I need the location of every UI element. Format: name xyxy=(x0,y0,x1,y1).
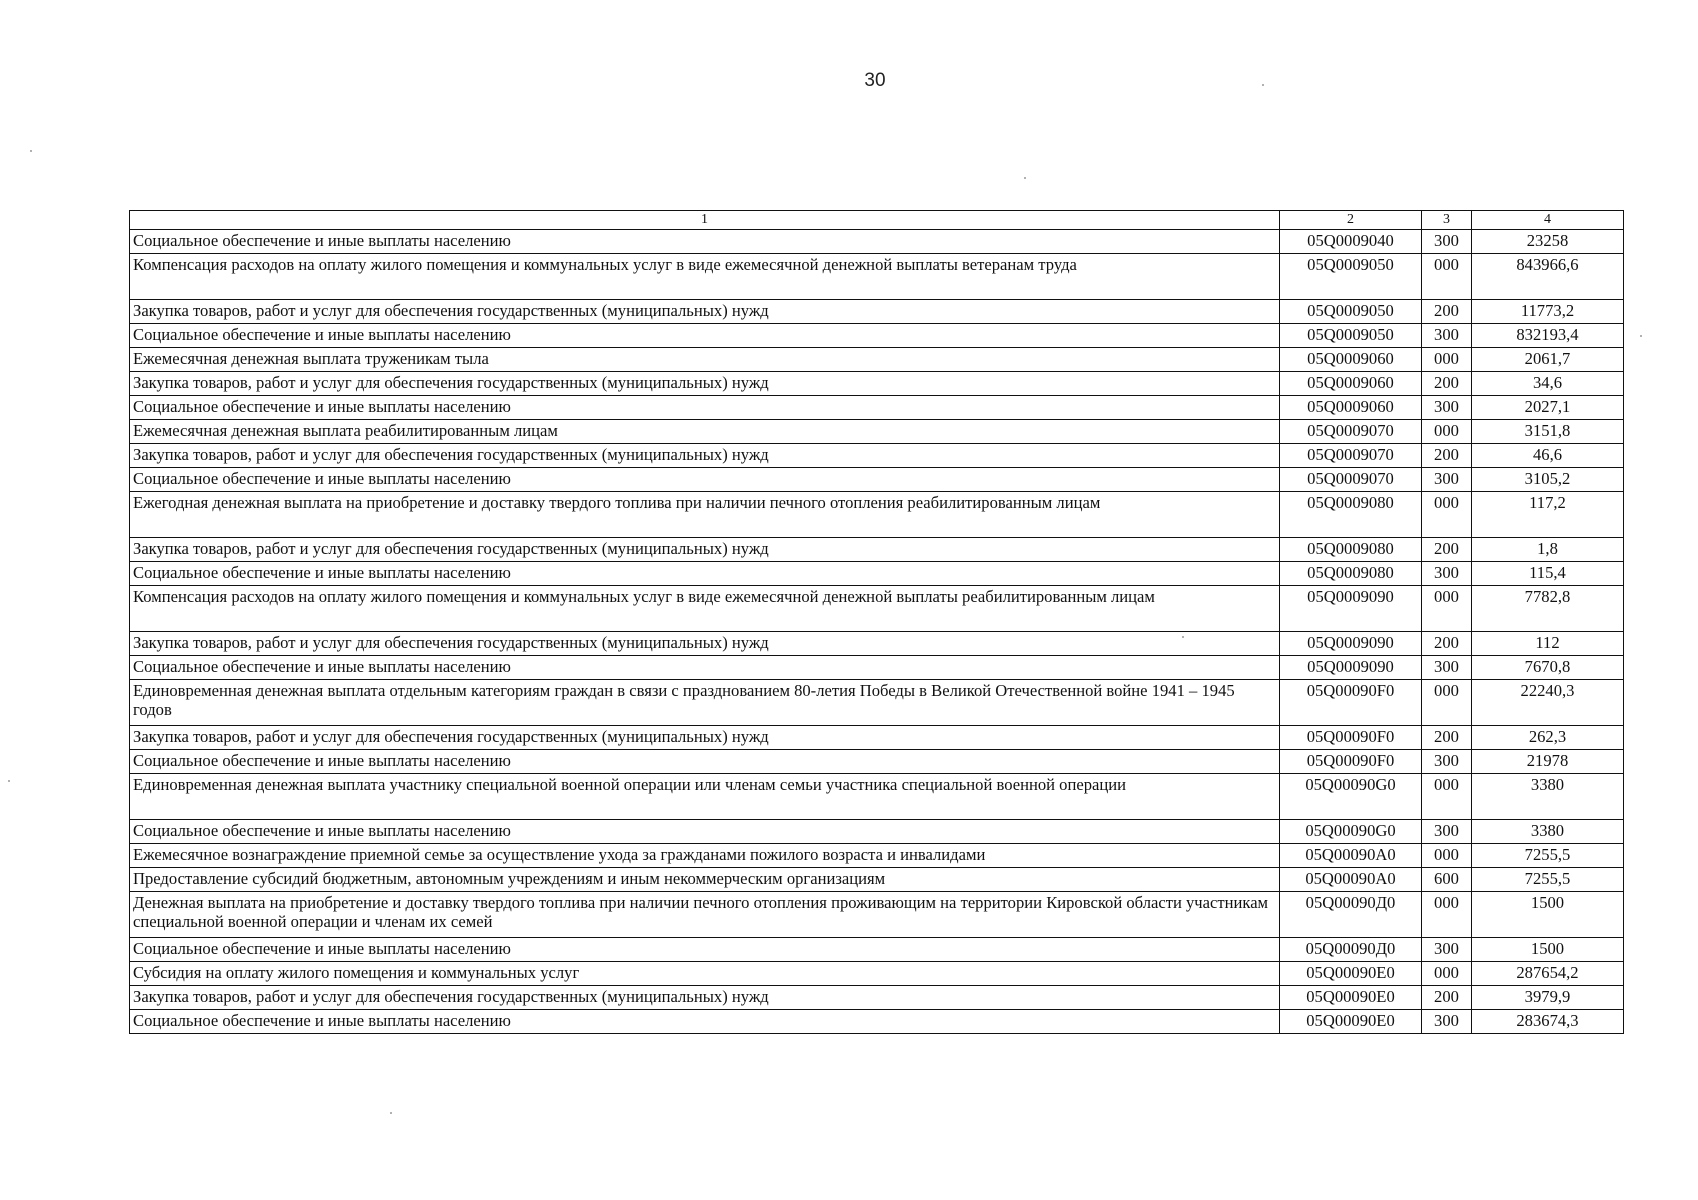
row-code-cell: 05Q00090F0 xyxy=(1280,726,1422,750)
row-code-cell: 05Q0009080 xyxy=(1280,538,1422,562)
header-col-3: 3 xyxy=(1422,211,1472,230)
row-code-cell: 05Q00090F0 xyxy=(1280,680,1422,726)
row-code-cell: 05Q00090A0 xyxy=(1280,844,1422,868)
table-row xyxy=(130,868,1624,892)
row-type-cell: 300 xyxy=(1422,468,1472,492)
row-sum-cell: 3380 xyxy=(1472,774,1624,820)
row-name-cell: Закупка товаров, работ и услуг для обеспечения государственных (муниципальных) нужд xyxy=(130,300,1280,324)
scan-speck xyxy=(1262,84,1264,86)
row-code-cell: 05Q00090A0 xyxy=(1280,868,1422,892)
row-sum-cell: 283674,3 xyxy=(1472,1010,1624,1034)
row-name-cell: Предоставление субсидий бюджетным, автономным учреждениям и иным некоммерческим организациям xyxy=(130,868,1280,892)
row-sum-cell: 3380 xyxy=(1472,820,1624,844)
table-row xyxy=(130,254,1624,300)
row-type-cell: 000 xyxy=(1422,586,1472,632)
row-code-cell: 05Q0009060 xyxy=(1280,372,1422,396)
row-type-cell: 000 xyxy=(1422,680,1472,726)
row-name-cell: Компенсация расходов на оплату жилого помещения и коммунальных услуг в виде ежемесячной денежной выплаты реабилитированным лицам xyxy=(130,586,1280,632)
row-sum-cell: 7255,5 xyxy=(1472,868,1624,892)
table-row xyxy=(130,986,1624,1010)
table-row xyxy=(130,844,1624,868)
row-sum-cell: 46,6 xyxy=(1472,444,1624,468)
row-name-cell: Социальное обеспечение и иные выплаты населению xyxy=(130,468,1280,492)
row-code-cell: 05Q0009040 xyxy=(1280,230,1422,254)
row-type-cell: 300 xyxy=(1422,938,1472,962)
row-code-cell: 05Q0009090 xyxy=(1280,632,1422,656)
table-header-row xyxy=(130,211,1624,230)
row-sum-cell: 843966,6 xyxy=(1472,254,1624,300)
row-code-cell: 05Q00090E0 xyxy=(1280,986,1422,1010)
row-code-cell: 05Q0009090 xyxy=(1280,586,1422,632)
row-name-cell: Закупка товаров, работ и услуг для обеспечения государственных (муниципальных) нужд xyxy=(130,372,1280,396)
row-sum-cell: 1500 xyxy=(1472,938,1624,962)
row-sum-cell: 21978 xyxy=(1472,750,1624,774)
budget-table xyxy=(129,210,1624,1034)
table-row xyxy=(130,300,1624,324)
row-sum-cell: 22240,3 xyxy=(1472,680,1624,726)
row-name-cell: Закупка товаров, работ и услуг для обеспечения государственных (муниципальных) нужд xyxy=(130,726,1280,750)
row-name-cell: Закупка товаров, работ и услуг для обеспечения государственных (муниципальных) нужд xyxy=(130,986,1280,1010)
row-sum-cell: 832193,4 xyxy=(1472,324,1624,348)
row-name-cell: Социальное обеспечение и иные выплаты населению xyxy=(130,938,1280,962)
row-type-cell: 300 xyxy=(1422,396,1472,420)
row-type-cell: 000 xyxy=(1422,492,1472,538)
row-type-cell: 000 xyxy=(1422,254,1472,300)
row-sum-cell: 3105,2 xyxy=(1472,468,1624,492)
row-name-cell: Социальное обеспечение и иные выплаты населению xyxy=(130,1010,1280,1034)
row-type-cell: 200 xyxy=(1422,986,1472,1010)
row-type-cell: 300 xyxy=(1422,750,1472,774)
row-type-cell: 200 xyxy=(1422,372,1472,396)
row-code-cell: 05Q00090G0 xyxy=(1280,774,1422,820)
table-body xyxy=(130,211,1624,1034)
header-col-4: 4 xyxy=(1472,211,1624,230)
table-row xyxy=(130,938,1624,962)
row-name-cell: Закупка товаров, работ и услуг для обеспечения государственных (муниципальных) нужд xyxy=(130,444,1280,468)
row-code-cell: 05Q00090Д0 xyxy=(1280,938,1422,962)
row-type-cell: 000 xyxy=(1422,962,1472,986)
row-sum-cell: 3151,8 xyxy=(1472,420,1624,444)
table-row xyxy=(130,586,1624,632)
row-type-cell: 600 xyxy=(1422,868,1472,892)
row-type-cell: 300 xyxy=(1422,820,1472,844)
table-row xyxy=(130,348,1624,372)
scan-speck xyxy=(1024,177,1026,179)
table-row xyxy=(130,892,1624,938)
row-type-cell: 200 xyxy=(1422,632,1472,656)
row-code-cell: 05Q0009070 xyxy=(1280,468,1422,492)
row-name-cell: Социальное обеспечение и иные выплаты населению xyxy=(130,750,1280,774)
row-type-cell: 000 xyxy=(1422,892,1472,938)
row-sum-cell: 7255,5 xyxy=(1472,844,1624,868)
table-row xyxy=(130,656,1624,680)
table-row xyxy=(130,396,1624,420)
row-code-cell: 05Q0009080 xyxy=(1280,562,1422,586)
table-row xyxy=(130,632,1624,656)
table-row xyxy=(130,726,1624,750)
row-name-cell: Компенсация расходов на оплату жилого помещения и коммунальных услуг в виде ежемесячной денежной выплаты ветеранам труда xyxy=(130,254,1280,300)
row-sum-cell: 112 xyxy=(1472,632,1624,656)
row-name-cell: Единовременная денежная выплата отдельным категориям граждан в связи с празднованием 80-летия Победы в Великой Отечественной войне 1941 – 1945 годов xyxy=(130,680,1280,726)
row-type-cell: 000 xyxy=(1422,420,1472,444)
row-sum-cell: 117,2 xyxy=(1472,492,1624,538)
table-row xyxy=(130,680,1624,726)
row-code-cell: 05Q00090E0 xyxy=(1280,1010,1422,1034)
row-code-cell: 05Q0009070 xyxy=(1280,444,1422,468)
row-sum-cell: 1500 xyxy=(1472,892,1624,938)
row-sum-cell: 7670,8 xyxy=(1472,656,1624,680)
row-type-cell: 300 xyxy=(1422,1010,1472,1034)
row-sum-cell: 2027,1 xyxy=(1472,396,1624,420)
row-code-cell: 05Q0009070 xyxy=(1280,420,1422,444)
row-sum-cell: 11773,2 xyxy=(1472,300,1624,324)
row-code-cell: 05Q00090G0 xyxy=(1280,820,1422,844)
scan-speck xyxy=(1182,636,1184,638)
row-sum-cell: 115,4 xyxy=(1472,562,1624,586)
row-sum-cell: 7782,8 xyxy=(1472,586,1624,632)
row-sum-cell: 1,8 xyxy=(1472,538,1624,562)
row-code-cell: 05Q00090F0 xyxy=(1280,750,1422,774)
row-name-cell: Социальное обеспечение и иные выплаты населению xyxy=(130,324,1280,348)
row-name-cell: Субсидия на оплату жилого помещения и коммунальных услуг xyxy=(130,962,1280,986)
row-type-cell: 200 xyxy=(1422,538,1472,562)
table-row xyxy=(130,444,1624,468)
row-type-cell: 000 xyxy=(1422,774,1472,820)
row-type-cell: 300 xyxy=(1422,324,1472,348)
table-row xyxy=(130,774,1624,820)
row-name-cell: Социальное обеспечение и иные выплаты населению xyxy=(130,396,1280,420)
row-name-cell: Ежегодная денежная выплата на приобретение и доставку твердого топлива при наличии печного отопления реабилитированным лицам xyxy=(130,492,1280,538)
row-type-cell: 000 xyxy=(1422,844,1472,868)
scan-speck xyxy=(8,780,10,782)
row-type-cell: 200 xyxy=(1422,300,1472,324)
row-name-cell: Ежемесячное вознаграждение приемной семье за осуществление ухода за гражданами пожилого возраста и инвалидами xyxy=(130,844,1280,868)
row-code-cell: 05Q0009060 xyxy=(1280,348,1422,372)
row-code-cell: 05Q00090Д0 xyxy=(1280,892,1422,938)
row-type-cell: 300 xyxy=(1422,656,1472,680)
row-code-cell: 05Q0009050 xyxy=(1280,324,1422,348)
scan-speck xyxy=(1640,335,1642,337)
header-col-2: 2 xyxy=(1280,211,1422,230)
row-sum-cell: 2061,7 xyxy=(1472,348,1624,372)
row-name-cell: Социальное обеспечение и иные выплаты населению xyxy=(130,656,1280,680)
row-code-cell: 05Q0009060 xyxy=(1280,396,1422,420)
row-type-cell: 200 xyxy=(1422,444,1472,468)
table-row xyxy=(130,468,1624,492)
row-name-cell: Ежемесячная денежная выплата реабилитированным лицам xyxy=(130,420,1280,444)
row-type-cell: 300 xyxy=(1422,230,1472,254)
row-sum-cell: 262,3 xyxy=(1472,726,1624,750)
row-code-cell: 05Q0009050 xyxy=(1280,300,1422,324)
row-type-cell: 300 xyxy=(1422,562,1472,586)
table-row xyxy=(130,820,1624,844)
table-row xyxy=(130,750,1624,774)
row-name-cell: Денежная выплата на приобретение и доставку твердого топлива при наличии печного отопления проживающим на территории Кировской области участникам специальной военной операции и членам их семей xyxy=(130,892,1280,938)
row-name-cell: Социальное обеспечение и иные выплаты населению xyxy=(130,820,1280,844)
scan-speck xyxy=(30,150,32,152)
table-row xyxy=(130,372,1624,396)
table-row xyxy=(130,538,1624,562)
row-name-cell: Единовременная денежная выплата участнику специальной военной операции или членам семьи участника специальной военной операции xyxy=(130,774,1280,820)
row-type-cell: 200 xyxy=(1422,726,1472,750)
row-name-cell: Социальное обеспечение и иные выплаты населению xyxy=(130,230,1280,254)
row-sum-cell: 23258 xyxy=(1472,230,1624,254)
row-name-cell: Ежемесячная денежная выплата труженикам тыла xyxy=(130,348,1280,372)
row-sum-cell: 3979,9 xyxy=(1472,986,1624,1010)
row-name-cell: Закупка товаров, работ и услуг для обеспечения государственных (муниципальных) нужд xyxy=(130,538,1280,562)
row-code-cell: 05Q00090E0 xyxy=(1280,962,1422,986)
row-sum-cell: 287654,2 xyxy=(1472,962,1624,986)
table-row xyxy=(130,230,1624,254)
row-code-cell: 05Q0009050 xyxy=(1280,254,1422,300)
scan-speck xyxy=(390,1112,392,1114)
row-type-cell: 000 xyxy=(1422,348,1472,372)
row-name-cell: Закупка товаров, работ и услуг для обеспечения государственных (муниципальных) нужд xyxy=(130,632,1280,656)
row-name-cell: Социальное обеспечение и иные выплаты населению xyxy=(130,562,1280,586)
row-code-cell: 05Q0009080 xyxy=(1280,492,1422,538)
table-row xyxy=(130,324,1624,348)
header-col-1: 1 xyxy=(130,211,1280,230)
row-sum-cell: 34,6 xyxy=(1472,372,1624,396)
table-row xyxy=(130,420,1624,444)
row-code-cell: 05Q0009090 xyxy=(1280,656,1422,680)
table-row xyxy=(130,492,1624,538)
page-number: 30 xyxy=(864,70,886,91)
table-row xyxy=(130,962,1624,986)
table-row xyxy=(130,562,1624,586)
table-row xyxy=(130,1010,1624,1034)
